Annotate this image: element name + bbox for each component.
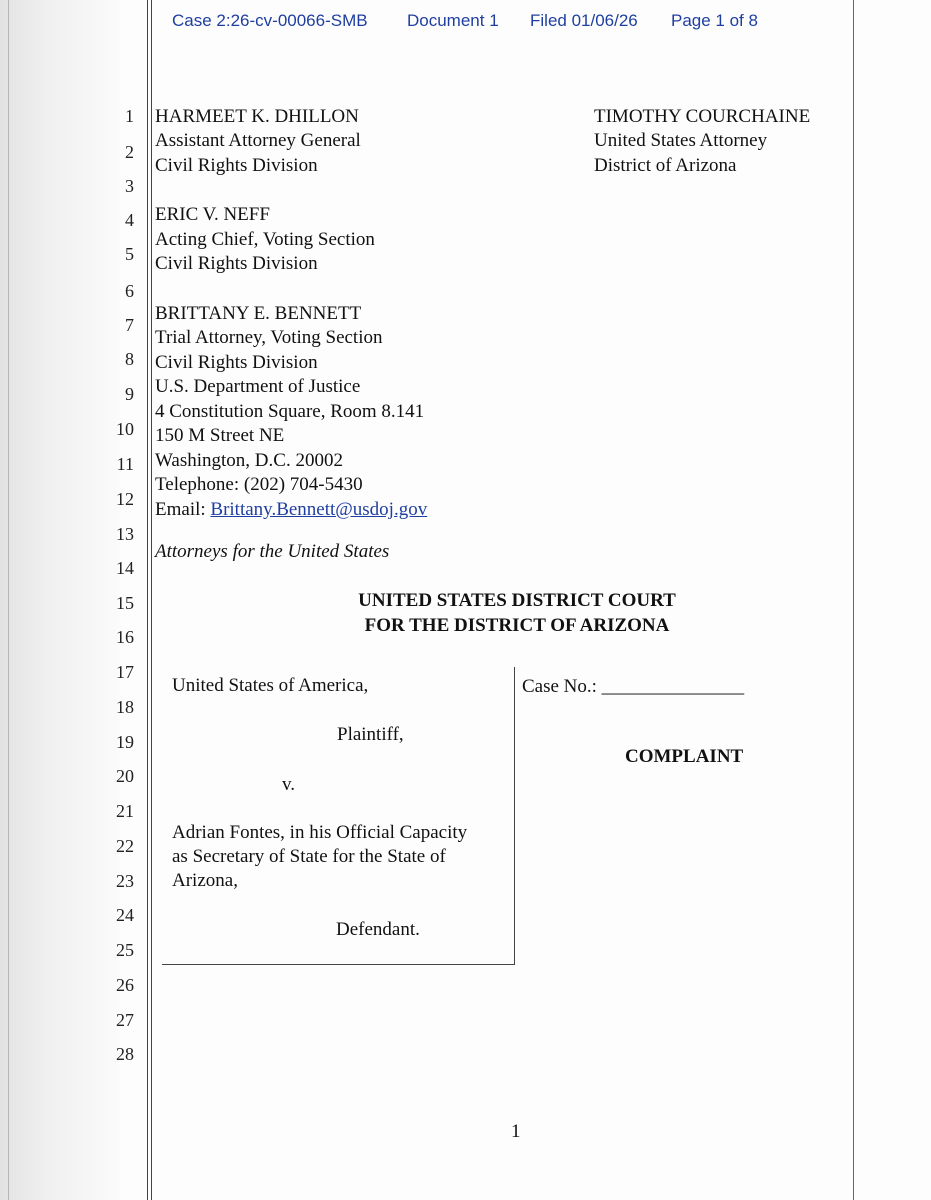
line-number: 9 (125, 384, 134, 404)
attorneys-for: Attorneys for the United States (155, 541, 390, 562)
line-number: 27 (116, 1010, 134, 1030)
line-number: 3 (125, 176, 134, 196)
line-number: 20 (116, 766, 134, 786)
line-number: 18 (116, 697, 134, 717)
attorney-title: Acting Chief, Voting Section (155, 229, 375, 250)
attorney-name: HARMEET K. DHILLON (155, 106, 359, 127)
defendant-line: Arizona, (172, 870, 238, 891)
attorney-title: Assistant Attorney General (155, 130, 361, 151)
line-number: 19 (116, 732, 134, 752)
header-document: Document 1 (407, 11, 499, 30)
document-type: COMPLAINT (625, 746, 744, 767)
caption-divider-vertical (514, 667, 515, 965)
caption-divider-horizontal (162, 964, 515, 965)
line-number: 11 (116, 454, 134, 474)
line-number: 22 (116, 836, 134, 856)
line-number: 1 (125, 106, 134, 126)
plaintiff-name: United States of America, (172, 675, 369, 696)
attorney-division: Civil Rights Division (155, 253, 318, 274)
line-number: 28 (116, 1044, 134, 1064)
defendant-role: Defendant. (336, 919, 420, 940)
header-filed-date: Filed 01/06/26 (530, 11, 638, 30)
attorney-telephone: Telephone: (202) 704-5430 (155, 474, 363, 495)
court-district: FOR THE DISTRICT OF ARIZONA (364, 615, 670, 636)
email-link[interactable]: Brittany.Bennett@usdoj.gov (210, 499, 428, 520)
versus: v. (282, 774, 296, 795)
right-margin-rule (853, 0, 854, 1200)
attorney-division: Civil Rights Division (155, 155, 318, 176)
line-number: 12 (116, 489, 134, 509)
us-attorney-title: United States Attorney (594, 130, 768, 151)
attorney-address-line: 4 Constitution Square, Room 8.141 (155, 401, 425, 422)
attorney-address-line: Washington, D.C. 20002 (155, 450, 343, 471)
attorney-address-line: 150 M Street NE (155, 425, 285, 446)
line-number: 8 (125, 349, 134, 369)
us-attorney-district: District of Arizona (594, 155, 737, 176)
attorney-department: U.S. Department of Justice (155, 376, 361, 397)
defendant-line: as Secretary of State for the State of (172, 846, 446, 867)
line-number: 24 (116, 905, 134, 925)
court-name: UNITED STATES DISTRICT COURT (358, 590, 676, 611)
header-case-number: Case 2:26-cv-00066-SMB (172, 11, 368, 30)
line-number: 4 (125, 210, 134, 230)
attorney-name: ERIC V. NEFF (155, 204, 270, 225)
left-margin-rule-inner (151, 0, 152, 1200)
line-number: 23 (116, 871, 134, 891)
email-label: Email: (155, 499, 211, 520)
line-number: 16 (116, 627, 134, 647)
line-number: 17 (116, 662, 134, 682)
header-page-count: Page 1 of 8 (671, 11, 758, 30)
line-number: 13 (116, 524, 134, 544)
line-number: 5 (125, 244, 134, 264)
attorney-title: Trial Attorney, Voting Section (155, 327, 383, 348)
footer-page-number: 1 (511, 1121, 521, 1142)
attorney-name: BRITTANY E. BENNETT (155, 303, 362, 324)
line-number: 26 (116, 975, 134, 995)
plaintiff-role: Plaintiff, (337, 724, 404, 745)
left-margin-rule (147, 0, 148, 1200)
line-number: 10 (116, 419, 134, 439)
defendant-line: Adrian Fontes, in his Official Capacity (172, 822, 468, 843)
line-number: 6 (125, 281, 134, 301)
page-left-edge (8, 0, 9, 1200)
line-number: 14 (116, 558, 134, 578)
case-number-field: Case No.: _______________ (522, 676, 745, 697)
us-attorney-name: TIMOTHY COURCHAINE (594, 106, 811, 127)
line-number: 7 (125, 315, 134, 335)
attorney-division: Civil Rights Division (155, 352, 318, 373)
line-number: 21 (116, 801, 134, 821)
line-number: 2 (125, 142, 134, 162)
attorney-email-line (155, 498, 427, 522)
line-number: 25 (116, 940, 134, 960)
line-number: 15 (116, 593, 134, 613)
